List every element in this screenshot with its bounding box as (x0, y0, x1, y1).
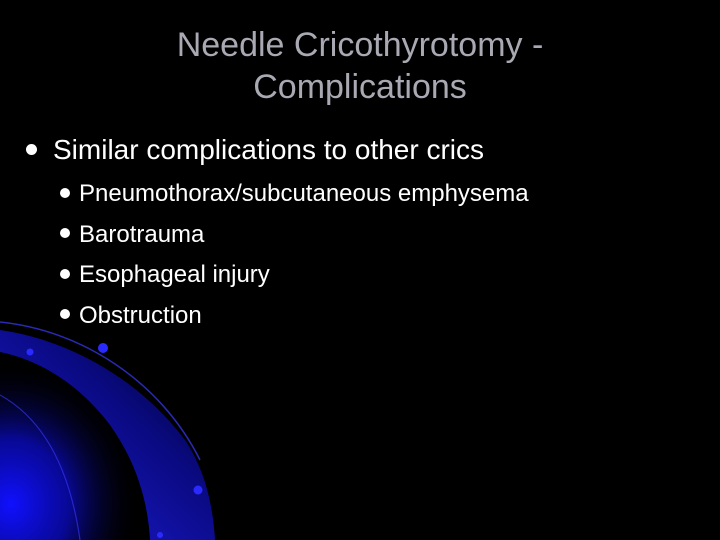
bullet-dot-icon (60, 309, 70, 319)
sub-bullet-list (60, 174, 529, 336)
main-bullet (26, 132, 484, 168)
bullet-dot-icon (26, 144, 37, 155)
title-line-2: Complications (253, 68, 467, 106)
bullet-dot-icon (60, 188, 70, 198)
main-bullet-text: Similar complications to other crics (53, 134, 485, 165)
sub-bullet-item (60, 255, 529, 296)
slide-title (60, 24, 660, 108)
sub-bullet-text: Esophageal injury (79, 261, 270, 288)
decor-dot (157, 532, 163, 538)
title-line-1: Needle Cricothyrotomy - (176, 26, 544, 64)
sub-bullet-item (60, 174, 529, 215)
sub-bullet-text: Pneumothorax/subcutaneous emphysema (79, 180, 529, 207)
sub-bullet-text: Barotrauma (79, 220, 205, 248)
decor-dot (194, 486, 203, 495)
sub-bullet-text: Obstruction (79, 301, 202, 329)
decor-dot (98, 343, 108, 353)
sub-bullet-item (60, 215, 529, 256)
sub-bullet-item (60, 296, 529, 337)
decor-dot (27, 349, 34, 356)
bullet-dot-icon (60, 228, 70, 238)
bullet-dot-icon (60, 269, 70, 279)
